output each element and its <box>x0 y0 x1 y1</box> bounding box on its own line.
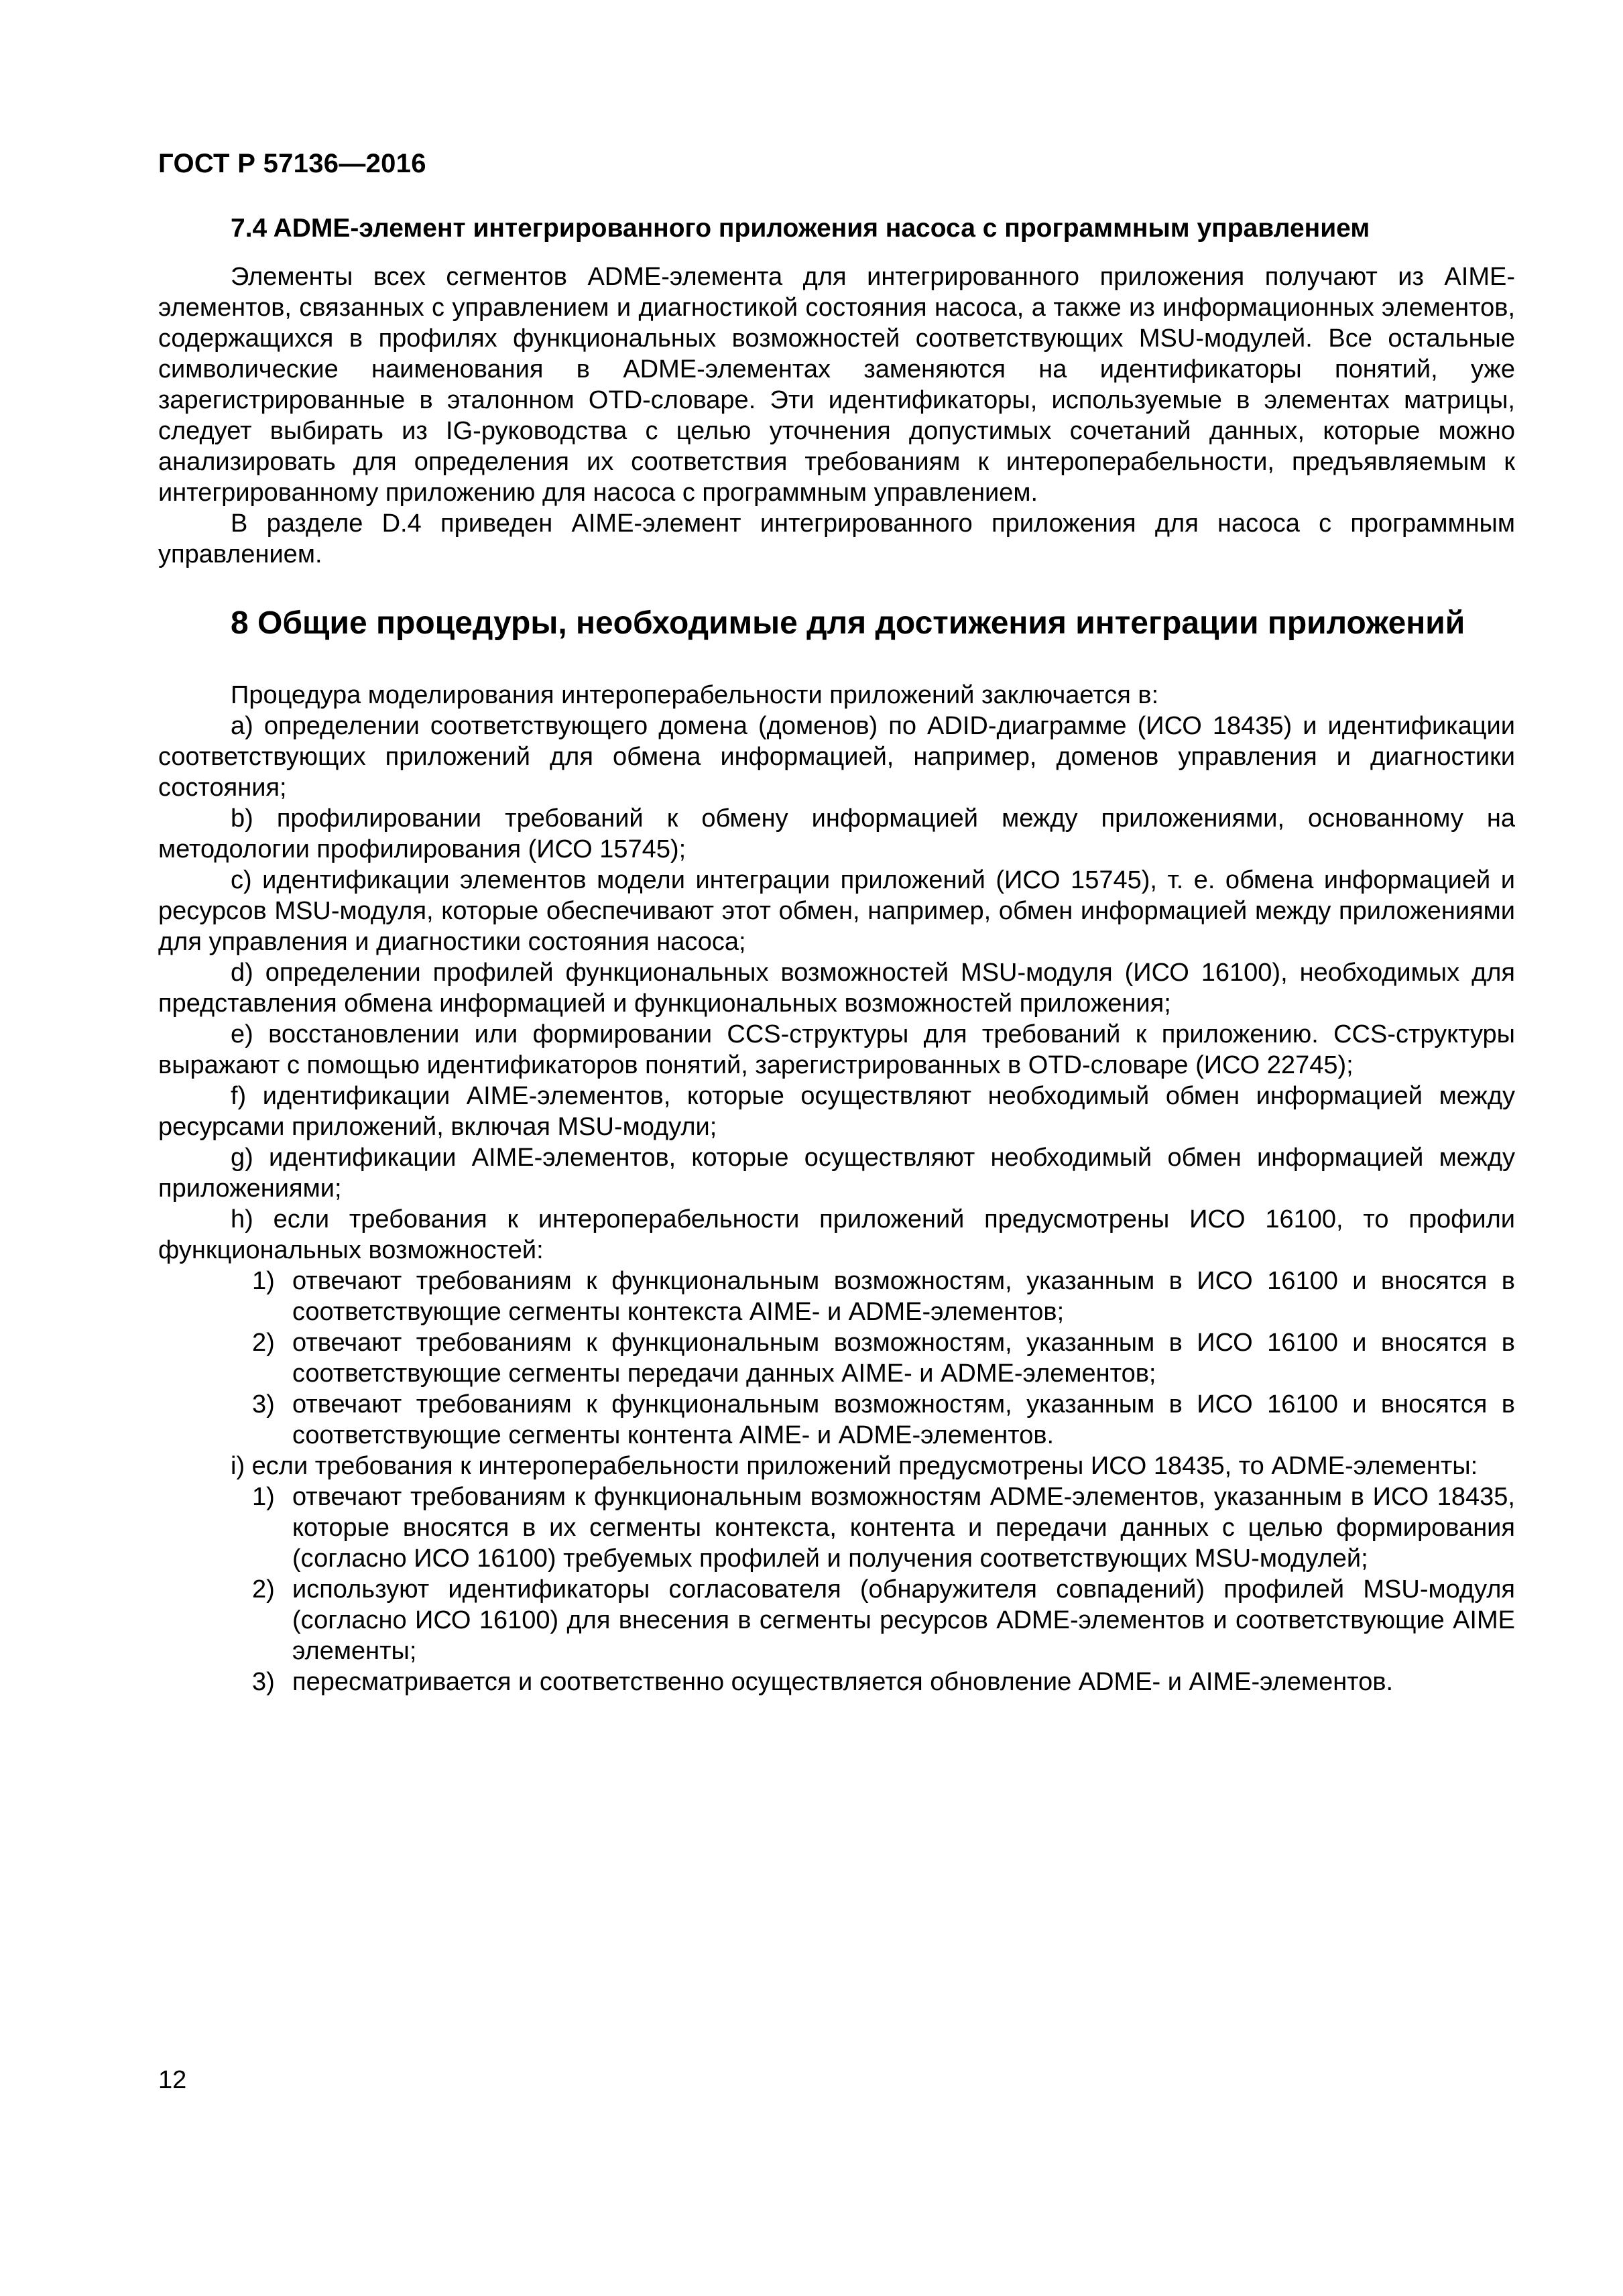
list-item-d: d) определении профилей функциональных возможностей MSU-модуля (ИСО 16100), необходимых для представления обмена информацией и функциональных возможностей приложения; <box>158 959 1515 1018</box>
list-item-e: e) восстановлении или формировании CCS-структуры для требований к приложению. CCS-структуры выражают с помощью идентификаторов понятий, зарегистрированных в OTD-словаре (ИСО 22745); <box>158 1020 1515 1079</box>
sublist-item <box>158 1327 1515 1389</box>
sublist-item <box>158 1574 1515 1667</box>
sublist-number: 3) <box>252 1668 275 1696</box>
list-item-h: h) если требования к интероперабельности приложений предусмотрены ИСО 16100, то профили функциональных возможностей: <box>158 1205 1515 1264</box>
sublist-item <box>158 1389 1515 1451</box>
h-sublist <box>158 1266 1515 1451</box>
i-sublist <box>158 1482 1515 1697</box>
sublist-text: отвечают требованиям к функциональным возможностям, указанным в ИСО 16100 и вносятся в соответствующие сегменты передачи данных AIME- и ADME-элементов; <box>292 1329 1515 1388</box>
sublist-text: отвечают требованиям к функциональным возможностям ADME-элементов, указанным в ИСО 18435, которые вносятся в их сегменты контекста, контента и передачи данных с целью формирования (согласно ИСО 16100) требуемых профилей и получения соответствующих MSU-модулей; <box>292 1483 1515 1573</box>
section-heading-8: 8 Общие процедуры, необходимые для достижения интеграции приложений <box>231 605 1465 641</box>
subsection-heading-7-4: 7.4 ADME-элемент интегрированного приложения насоса с программным управлением <box>231 214 1370 243</box>
sublist-text: используют идентификаторы согласователя (обнаружителя совпадений) профилей MSU-модуля (согласно ИСО 16100) для внесения в сегменты ресурсов ADME-элементов и соответствующие AIME элементы; <box>292 1575 1515 1665</box>
paragraph: В разделе D.4 приведен AIME-элемент интегрированного приложения для насоса с программным управлением. <box>158 509 1515 568</box>
sublist-item <box>158 1482 1515 1574</box>
sublist-item <box>158 1266 1515 1327</box>
list-item-f: f) идентификации AIME-элементов, которые осуществляют необходимый обмен информацией между ресурсами приложений, включая MSU-модули; <box>158 1082 1515 1141</box>
sublist-number: 3) <box>252 1390 275 1418</box>
list-item-g: g) идентификации AIME-элементов, которые осуществляют необходимый обмен информацией между приложениями; <box>158 1144 1515 1203</box>
section-intro: Процедура моделирования интероперабельности приложений заключается в: <box>231 681 1159 709</box>
sublist-number: 1) <box>252 1483 275 1511</box>
sublist-text: пересматривается и соответственно осуществляется обновление ADME- и AIME-элементов. <box>292 1668 1394 1696</box>
list-item-b: b) профилировании требований к обмену информацией между приложениями, основанному на методологии профилирования (ИСО 15745); <box>158 804 1515 863</box>
section-8-body <box>158 680 1515 1697</box>
list-item-a: а) определении соответствующего домена (доменов) по ADID-диаграмме (ИСО 18435) и идентификации соответствующих приложений для обмена информацией, например, доменов управления и диагностики состояния; <box>158 712 1515 802</box>
paragraph: Элементы всех сегментов ADME-элемента для интегрированного приложения получают из AIME-элементов, связанных с управлением и диагностикой состояния насоса, а также из информационных элементов, содержащихся в профилях функциональных возможностей соответствующих MSU-модулей. Все остальные символические наименования в ADME-элементах заменяются на идентификаторы понятий, уже зарегистрированные в эталонном OTD-словаре. Эти идентификаторы, используемые в элементах матрицы, следует выбирать из IG-руководства с целью уточнения допустимых сочетаний данных, которые можно анализировать для определения их соответствия требованиям к интероперабельности, предъявляемым к интегрированному приложению для насоса с программным управлением. <box>158 263 1515 507</box>
sublist-item <box>158 1667 1515 1697</box>
page-number: 12 <box>158 2066 187 2094</box>
sublist-text: отвечают требованиям к функциональным возможностям, указанным в ИСО 16100 и вносятся в соответствующие сегменты контента AIME- и ADME-элементов. <box>292 1390 1515 1449</box>
document-id: ГОСТ Р 57136—2016 <box>158 149 426 178</box>
sublist-number: 2) <box>252 1575 275 1604</box>
section-7-4-body <box>158 261 1515 570</box>
list-item-i: i) если требования к интероперабельности приложений предусмотрены ИСО 18435, то ADME-элементы: <box>231 1452 1478 1480</box>
sublist-number: 2) <box>252 1329 275 1357</box>
sublist-number: 1) <box>252 1267 275 1295</box>
list-item-c: c) идентификации элементов модели интеграции приложений (ИСО 15745), т. е. обмена информацией и ресурсов MSU-модуля, которые обеспечивают этот обмен, например, обмен информацией между приложениями для управления и диагностики состояния насоса; <box>158 866 1515 956</box>
sublist-text: отвечают требованиям к функциональным возможностям, указанным в ИСО 16100 и вносятся в соответствующие сегменты контекста AIME- и ADME-элементов; <box>292 1267 1515 1326</box>
